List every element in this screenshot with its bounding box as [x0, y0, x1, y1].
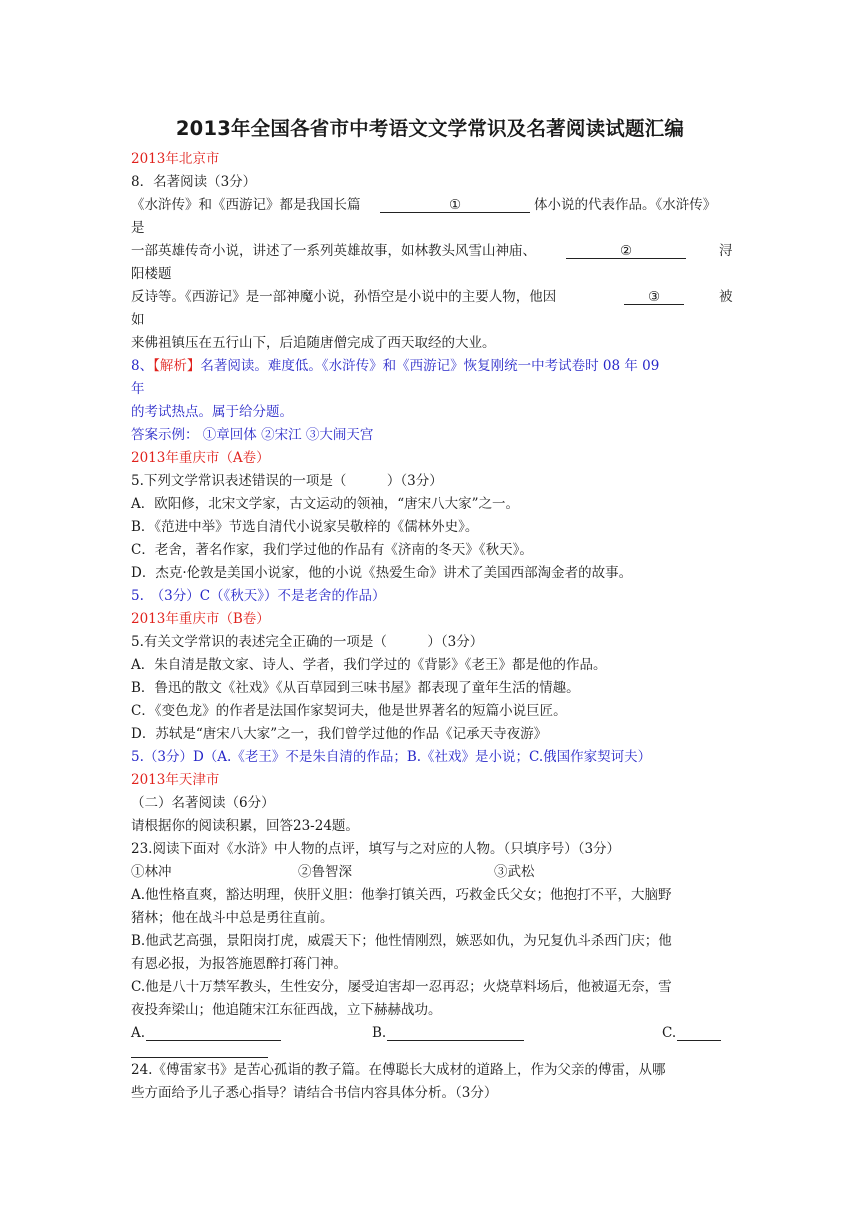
question-5-b: 5.有关文学常识的表述完全正确的一项是（ ）（3分） [131, 634, 484, 650]
comment-b-line-2: 有恩必报，为报答施恩醉打蒋门神。 [131, 956, 347, 972]
option-c: C．《变色龙》的作者是法国作家契诃夫，他是世界著名的短篇小说巨匠。 [131, 703, 567, 719]
question-5-a: 5.下列文学常识表述错误的一项是（ ）（3分） [131, 473, 443, 489]
answer-5-a: 5. （3分）C（《秋天》）不是老舍的作品） [131, 588, 386, 604]
comment-c-line-2: 夜投奔梁山；他追随宋江东征西战，立下赫赫战功。 [131, 1002, 442, 1018]
question-8: 8．名著阅读（3分） [131, 174, 257, 190]
q8-line-4: 来佛祖镇压在五行山下，后追随唐僧完成了西天取经的大业。 [131, 335, 496, 351]
option-c: C．老舍，著名作家，我们学过他的作品有《济南的冬天》《秋天》。 [131, 542, 533, 558]
q8-line-1-wrap: 是 [131, 220, 145, 236]
analysis-8-wrap: 年 [131, 381, 145, 397]
section-subtitle: （二）名著阅读（6分） [131, 795, 275, 811]
section-header-chongqing-a: 2013年重庆市（A卷） [131, 450, 270, 466]
answer-5-b: 5.（3分）D（A.《老王》不是朱自清的作品；B.《社戏》是小说；C.俄国作家契诃夫） [131, 749, 652, 765]
section-header-tianjin: 2013年天津市 [131, 772, 220, 788]
answer-blank-a[interactable] [146, 1024, 281, 1041]
option-lin-chong: ①林冲 [131, 864, 172, 880]
answer-8: 答案示例： ①章回体 ②宋江 ③大闹天宫 [131, 427, 374, 443]
document-title: 2013年全国各省市中考语文文学常识及名著阅读试题汇编 [175, 117, 685, 140]
option-d: D．苏轼是“唐宋八大家”之一，我们曾学过他的作品《记承天寺夜游》 [131, 726, 548, 742]
q8-line-3-wrap: 如 [131, 312, 145, 328]
question-24-line-1: 24.《傅雷家书》是苦心孤诣的教子篇。在傅聪长大成材的道路上，作为父亲的傅雷，从哪 [131, 1062, 666, 1078]
option-d: D．杰克·伦敦是美国小说家，他的小说《热爱生命》讲术了美国西部淘金者的故事。 [131, 565, 633, 581]
blank-1[interactable]: ① [380, 196, 530, 213]
option-lu-zhishen: ②鲁智深 [298, 864, 352, 880]
option-a: A．朱自清是散文家、诗人、学者，我们学过的《背影》《老王》都是他的作品。 [131, 657, 607, 673]
comment-a-line-2: 猪林；他在战斗中总是勇往直前。 [131, 910, 334, 926]
option-b: B．《范进中举》节选自清代小说家吴敬梓的《儒林外史》。 [131, 519, 479, 535]
blank-3[interactable]: ③ [624, 288, 684, 305]
q8-line-2-wrap: 阳楼题 [131, 266, 172, 282]
document-page: 2013年全国各省市中考语文文学常识及名著阅读试题汇编 2013年北京市 8．名著阅读（3分） 《水浒传》和《西游记》都是我国长篇 ① 体小说的代表作品。《水浒传》 是 一部英雄传奇小说，讲述了一系列英雄故事，如林教头风雪山神庙、 ② 浔 阳楼题 反诗等。《西游记》是一部神魔小说，孙悟空是小说中的主要人物，他因 ③ 被 如 来佛祖镇压在五行山下，后追随唐僧完成了西天取经的大业。 8、【解析】名著阅读。难度低。《水浒传》和《西游记》恢复刚统一中考试卷时 08 年 09 年 的考试热点。属于给分题。 答案示例： ①章回体 ②宋江 ③大闹天宫 2013年重庆市（A卷） 5.下列文学常识表述错误的一项是（ ）（3分） A．欧阳修，北宋文学家，古文运动的领袖，“唐宋八大家”之一。 B．《范进中举》节选自清代小说家吴敬梓的《儒林外史》。 C．老舍，著名作家，我们学过他的作品有《济南的冬天》《秋天》。 D．杰克·伦敦是美国小说家，他的小说《热爱生命》讲术了美国西部淘金者的故事。 5. （3分）C（《秋天》）不是老舍的作品） 2013年重庆市（B卷） 5.有关文学常识的表述完全正确的一项是（ ）（3分） A．朱自清是散文家、诗人、学者，我们学过的《背影》《老王》都是他的作品。 B．鲁迅的散文《社戏》《从百草园到三味书屋》都表现了童年生活的情趣。 C．《变色龙》的作者是法国作家契诃夫，他是世界著名的短篇小说巨匠。 D．苏轼是“唐宋八大家”之一，我们曾学过他的作品《记承天寺夜游》 5.（3分）D（A.《老王》不是朱自清的作品；B.《社戏》是小说；C.俄国作家契诃夫） 2013年天津市 （二）名著阅读（6分） 请根据你的阅读积累，回答23-24题。 23.阅读下面对《水浒》中人物的点评，填写与之对应的人物。（只填序号）（3分） ①林冲 ②鲁智深 ③武松 A.他性格直爽，豁达明理，侠肝义胆：他拳打镇关西，巧救金氏父女；他抱打不平，大脑野 猪林；他在战斗中总是勇往直前。 B.他武艺高强，景阳岗打虎，威震天下；他性情刚烈，嫉恶如仇，为兄复仇斗杀西门庆；他 有恩必报，为报答施恩醉打蒋门神。 C.他是八十万禁军教头，生性安分，屡受迫害却一忍再忍；火烧草料场后，他被逼无奈，雪 夜投奔梁山；他追随宋江东征西战，立下赫赫战功。 A. B. C. 24.《傅雷家书》是苦心孤诣的教子篇。在傅聪长大成材的道路上，作为父亲的傅雷，从哪 些方面给予儿子悉心指导？请结合书信内容具体分析。（3分） [0, 0, 860, 1216]
comment-c-line-1: C.他是八十万禁军教头，生性安分，屡受迫害却一忍再忍；火烧草料场后，他被逼无奈，雪 [131, 979, 672, 995]
answer-blank-c[interactable] [677, 1024, 721, 1041]
answer-blank-c-wrap[interactable] [131, 1057, 268, 1058]
option-a: A．欧阳修，北宋文学家，古文运动的领袖，“唐宋八大家”之一。 [131, 496, 520, 512]
answer-blank-b[interactable] [387, 1024, 524, 1041]
section-header-chongqing-b: 2013年重庆市（B卷） [131, 611, 270, 627]
tianjin-intro: 请根据你的阅读积累，回答23-24题。 [131, 818, 359, 834]
analysis-8-line-2: 的考试热点。属于给分题。 [131, 404, 293, 420]
comment-b-line-1: B.他武艺高强，景阳岗打虎，威震天下；他性情刚烈，嫉恶如仇，为兄复仇斗杀西门庆；他 [131, 933, 672, 949]
option-b: B．鲁迅的散文《社戏》《从百草园到三味书屋》都表现了童年生活的情趣。 [131, 680, 580, 696]
option-wu-song: ③武松 [494, 864, 535, 880]
comment-a-line-1: A.他性格直爽，豁达明理，侠肝义胆：他拳打镇关西，巧救金氏父女；他抱打不平，大脑野 [131, 887, 672, 903]
analysis-8: 8、【解析】名著阅读。难度低。《水浒传》和《西游记》恢复刚统一中考试卷时 08 年 09 [131, 358, 660, 374]
section-header-beijing: 2013年北京市 [131, 151, 220, 167]
question-23: 23.阅读下面对《水浒》中人物的点评，填写与之对应的人物。（只填序号）（3分） [131, 841, 621, 857]
question-24-line-2: 些方面给予儿子悉心指导？请结合书信内容具体分析。（3分） [131, 1085, 498, 1101]
blank-2[interactable]: ② [566, 242, 686, 259]
